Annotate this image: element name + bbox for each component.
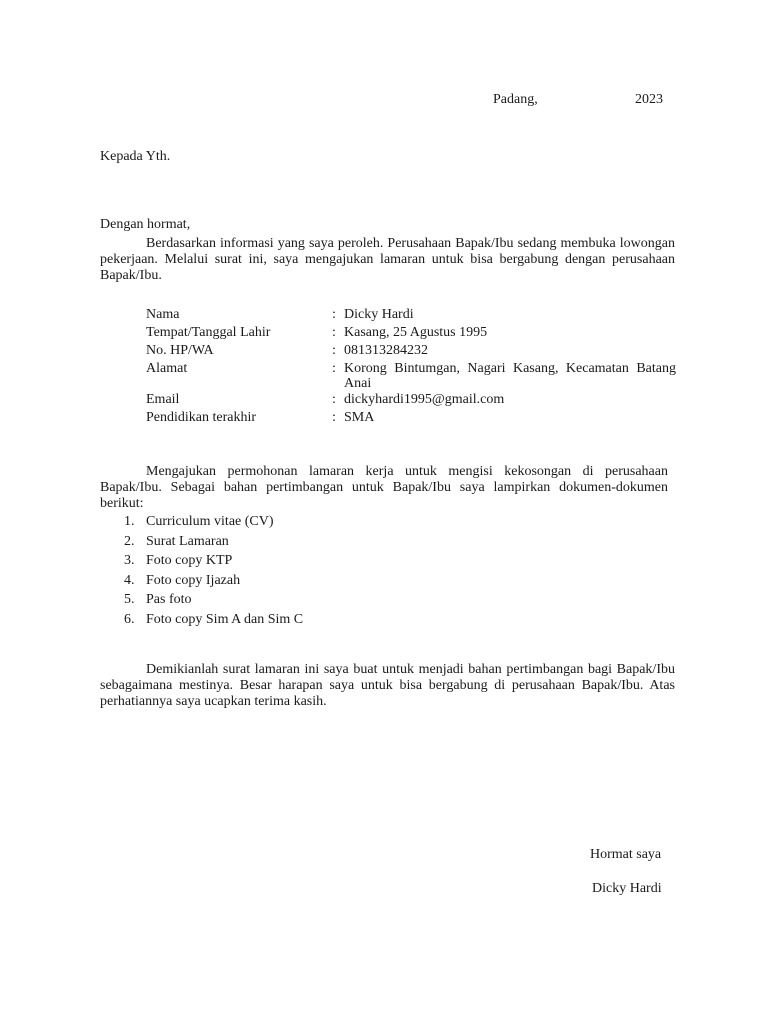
list-text: Foto copy KTP <box>146 553 233 568</box>
list-item <box>100 610 303 630</box>
info-label: Alamat <box>146 361 188 376</box>
signature-name: Dicky Hardi <box>592 881 662 896</box>
info-row <box>146 409 676 427</box>
info-separator: : <box>332 392 336 407</box>
closing-paragraph: Demikianlah surat lamaran ini saya buat untuk menjadi bahan pertimbangan bagi Bapak/Ibu sebagaimana mestinya. Besar harapan saya untuk bisa bergabung di perusahaan Bapak/Ibu. Atas perhatiannya saya ucapkan terima kasih. <box>100 662 675 709</box>
list-text: Curriculum vitae (CV) <box>146 514 274 529</box>
personal-info-table <box>146 306 676 427</box>
list-number: 6. <box>124 611 135 627</box>
info-label: Email <box>146 392 180 407</box>
list-number: 3. <box>124 553 135 568</box>
info-row <box>146 324 676 342</box>
info-label: Tempat/Tanggal Lahir <box>146 325 271 340</box>
info-separator: : <box>332 343 336 358</box>
info-value: Korong Bintumgan, Nagari Kasang, Kecamatan Batang Anai <box>344 361 676 391</box>
info-row <box>146 360 676 391</box>
list-item <box>100 551 303 571</box>
info-value: dickyhardi1995@gmail.com <box>344 392 505 407</box>
info-value: Kasang, 25 Agustus 1995 <box>344 325 488 340</box>
list-number: 5. <box>124 592 135 607</box>
signoff: Hormat saya <box>590 847 662 862</box>
letter-year: 2023 <box>635 92 663 107</box>
info-value: 081313284232 <box>344 343 428 358</box>
info-value: SMA <box>344 410 375 425</box>
recipient-line: Kepada Yth. <box>100 149 171 164</box>
list-text: Foto copy Ijazah <box>146 572 241 588</box>
info-label: Nama <box>146 307 180 322</box>
list-text: Surat Lamaran <box>146 533 229 549</box>
info-label: No. HP/WA <box>146 343 214 358</box>
info-separator: : <box>332 361 336 376</box>
info-row <box>146 306 676 324</box>
list-text: Pas foto <box>146 592 192 607</box>
intro-paragraph: Berdasarkan informasi yang saya peroleh. Perusahaan Bapak/Ibu sedang membuka lowongan pekerjaan. Melalui surat ini, saya mengajukan lamaran untuk bisa bergabung dengan perusahaan Bapak/Ibu. <box>100 236 675 283</box>
greeting: Dengan hormat, <box>100 217 191 232</box>
list-number: 1. <box>124 514 135 529</box>
list-item <box>100 532 303 552</box>
request-paragraph <box>100 464 668 512</box>
request-text: Mengajukan permohonan lamaran kerja untuk mengisi kekosongan di perusahaan Bapak/Ibu. Sebagai bahan pertimbangan untuk Bapak/Ibu saya lampirkan dokumen-dokumen berikut: <box>100 464 668 511</box>
info-row <box>146 342 676 360</box>
document-list <box>100 512 303 629</box>
info-label: Pendidikan terakhir <box>146 410 257 425</box>
list-text: Foto copy Sim A dan Sim C <box>146 611 304 627</box>
list-item <box>100 590 303 610</box>
list-number: 4. <box>124 572 135 588</box>
info-row <box>146 391 676 409</box>
info-separator: : <box>332 410 336 425</box>
info-separator: : <box>332 325 336 340</box>
info-separator: : <box>332 307 336 322</box>
letter-city: Padang, <box>493 92 538 107</box>
list-item <box>100 571 303 591</box>
info-value: Dicky Hardi <box>344 307 414 322</box>
list-number: 2. <box>124 533 135 549</box>
list-item <box>100 512 303 532</box>
